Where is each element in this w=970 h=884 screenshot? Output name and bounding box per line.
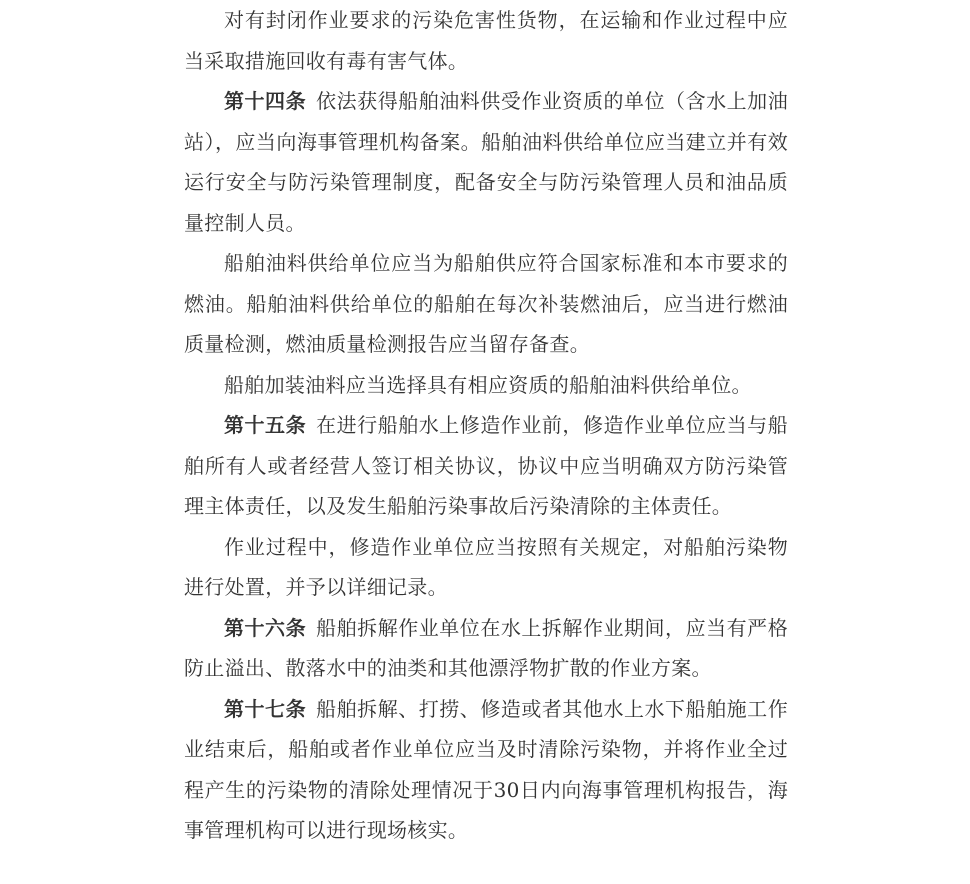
paragraph-repair-pollutant-disposal: [184, 527, 788, 608]
paragraph-text: 作业过程中，修造作业单位应当按照有关规定，对船舶污染物进行处置，并予以详细记录。: [184, 534, 788, 599]
paragraph-text: 在进行船舶水上修造作业前，修造作业单位应当与船舶所有人或者经营人签订相关协议，协议中应当明确双方防污染管理主体责任，以及发生船舶污染事故后污染清除的主体责任。: [184, 413, 788, 518]
paragraph-hazardous-cargo-gas: [184, 0, 788, 81]
paragraph-fuel-supplier-selection: [184, 365, 788, 406]
paragraph-text: 船舶油料供给单位应当为船舶供应符合国家标准和本市要求的燃油。船舶油料供给单位的船舶在每次补装燃油后，应当进行燃油质量检测，燃油质量检测报告应当留存备查。: [184, 251, 788, 356]
paragraph-fuel-supply-standards: [184, 243, 788, 365]
paragraph-text: 船舶加装油料应当选择具有相应资质的船舶油料供给单位。: [224, 372, 752, 397]
article-label: 第十五条: [224, 413, 307, 437]
paragraph-text: 船舶拆解作业单位在水上拆解作业期间，应当有严格防止溢出、散落水中的油类和其他漂浮物扩散的作业方案。: [184, 615, 788, 680]
article-label: 第十六条: [224, 615, 307, 640]
paragraph-text: 依法获得船舶油料供受作业资质的单位（含水上加油站），应当向海事管理机构备案。船舶油料供给单位应当建立并有效运行安全与防污染管理制度，配备安全与防污染管理人员和油品质量控制人员。: [184, 89, 788, 235]
article-16: [184, 608, 788, 689]
article-label: 第十七条: [224, 696, 307, 721]
article-17: [184, 689, 788, 851]
paragraph-text: 船舶拆解、打捞、修造或者其他水上水下船舶施工作业结束后，船舶或者作业单位应当及时清除污染物，并将作业全过程产生的污染物的清除处理情况于30日内向海事管理机构报告，海事管理机构可以进行现场核实。: [184, 696, 788, 842]
article-label: 第十四条: [224, 89, 307, 113]
paragraph-text: 对有封闭作业要求的污染危害性货物，在运输和作业过程中应当采取措施回收有毒有害气体。: [184, 8, 788, 73]
regulation-document: [184, 0, 788, 851]
article-14: [184, 81, 788, 243]
article-15: [184, 405, 788, 527]
